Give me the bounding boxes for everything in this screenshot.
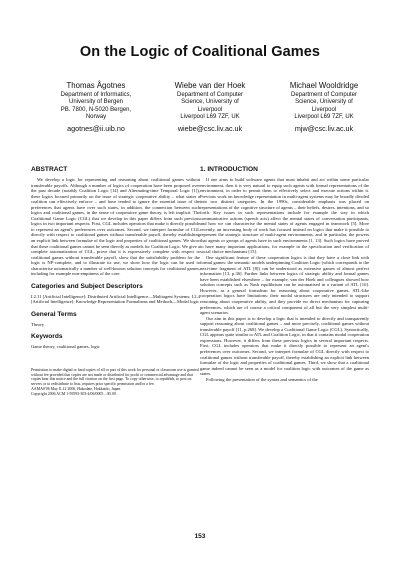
author-name: Thomas Ågotnes	[66, 81, 126, 90]
abstract-text: We develop a logic for representing and reasoning about coalitional games without transferable payoffs. Although a number of logics of cooperation have been proposed over the past decade (notably Coalition Logic [14] and Alternating-time Temporal Logic [1]), these logics focused primarily on the issue of strategic cooperative ability – what states a coalition can effectively enforce – and have tended to ignore the essential issue of the preferences that agents have over such states, in addition, the connection between such logics and coalitional games, in the sense of cooperative game theory, is left implicit. The Coalitional Game Logic (CGL) that we develop in this paper differs from such previous logics in two important respects. First, CGL includes operators that make it directly possible to represent an agent's preferences over outcomes. Second, we interpret formulae of CGL directly with respect to coalitional games without transferable payoff, thereby establishing an explicit link between formulae of the logic and properties of coalitional games. We show that these coalitional games cannot be seen directly as models for Coalition Logic. We give a complete axiomatization of CGL, prove that it is expressively complete with respect to coalitional games without transferable payoff, show that the satisfiability problem for the logic is NP-complete, and to illustrate its use, we show how the logic can be used to characterise axiomatically a number of well-known solution concepts for coalitional games, including for example non-emptiness of the core.	[31, 177, 200, 277]
affiliation-line: Department of Informatics,	[60, 92, 132, 98]
author-email: wiebe@csc.liv.ac.uk	[177, 123, 243, 133]
intro-paragraph: If one aims to build software agents that must inhabit and act within some particular environment, then it is very natural to equip such agents with formal representations of the environment, in order to permit them to effectively select and execute actions within it. Previous work on knowledge representation in multi-agent systems may be broadly divided into two distinct categories. In the 1990s, considerable emphasis was placed on representations of the cognitive structure of agents – their beliefs, desires, intentions, and so forth. Key issues in such representations include for example the way in which communicative actions (speech acts) affect the mental states of conversation participants, and how we can characterise the mental states of agents engaged in teamwork [5]. More recently, an increasing body of work has focused instead on logics that make it possible to represent the strategic structure of multi-agent environments, and in particular, the powers that agents or groups of agents have in such environments [1, 13]. Such logics have proved to have many important applications, for example in the specification and verification of social choice mechanisms [15].	[200, 177, 369, 255]
right-column	[200, 166, 369, 382]
affiliation-line: Science, University of	[181, 99, 239, 106]
page-number: 153	[194, 533, 206, 540]
keywords-text: Game theory, coalitional games, logic	[31, 344, 100, 350]
author-3	[270, 81, 378, 133]
author-2	[156, 81, 264, 133]
author-1	[42, 81, 150, 133]
author-affiliation	[42, 92, 150, 122]
affiliation-line: Liverpool L69 7ZF, UK	[180, 114, 240, 121]
author-name: Michael Wooldridge	[289, 81, 359, 90]
categories-heading: Categories and Subject Descriptors	[31, 282, 143, 290]
copyright-line: Copyright 2006 ACM 1-59593-303-4/06/0005 ...$5.00.	[31, 391, 117, 396]
affiliation-line: Department of Computer	[290, 92, 358, 98]
affiliation-line: Department of Computer	[176, 92, 244, 98]
keywords-heading: Keywords	[31, 333, 63, 341]
paper-title: On the Logic of Coalitional Games	[79, 44, 321, 60]
abstract-heading: ABSTRACT	[31, 166, 68, 173]
intro-paragraph: Following the presentation of the syntax and semantics of the	[206, 376, 318, 382]
author-block	[42, 81, 378, 133]
author-affiliation	[156, 92, 264, 122]
affiliation-line: Norway	[85, 114, 107, 121]
affiliation-line: University of Bergen	[68, 99, 124, 106]
author-email: mjw@csc.liv.ac.uk	[294, 123, 354, 133]
affiliation-line: Liverpool	[197, 106, 223, 113]
affiliation-line: Science, University of	[295, 99, 353, 106]
intro-paragraph: Our aim in this paper is to develop a logic that is intended to directly and transparently support reasoning about coalitional games – and more precisely, coalitional games without transferable payoff [11, p.268]. We develop a Coalitional Game Logic (CGL). Syntactically, CGL appears quite similar to ATL and Coalition Logic, in that it contains modal cooperation expressions. However, it differs from these previous logics in several important respects. First, CGL includes operators that make it directly possible to represent an agent's preferences over outcomes. Second, we interpret formulae of CGL directly with respect to coalitional games without transferable payoff, thereby establishing an explicit link between formulae of the logic and properties of coalitional games. Third, we show that a coalitional game indeed cannot be seen as a model for coalition logic with outcomes of the game as states.	[200, 315, 369, 377]
general-terms-heading: General Terms	[31, 310, 77, 318]
permission-notice: Permission to make digital or hard copies of all or part of this work for personal or classroom use is granted without fee provided that copies are not made or distributed for profit or commercial advantage and that copies bear this notice and the full citation on the first page. To copy otherwise, to republish, to post on servers or to redistribute to lists, requires prior specific permission and/or a fee.	[31, 368, 199, 387]
author-name: Wiebe van der Hoek	[174, 81, 246, 90]
left-column	[31, 166, 200, 396]
conference-line: AAMAS'06 May 8–12 2006, Hakodate, Hokkaido, Japan.	[31, 386, 122, 391]
author-affiliation	[270, 92, 378, 122]
affiliation-line: PB. 7800, N-5020 Bergen,	[60, 106, 132, 113]
categories-text: I.2.11 [Artificial Intelligence]: Distributed Artificial Intelligence—Multiagent Systems; I.2.4 [Artificial Intelligence]: Knowledge Representation Formalisms and Methods—Modal logic	[31, 293, 200, 305]
introduction-heading: 1. INTRODUCTION	[200, 166, 258, 173]
affiliation-line: Liverpool L69 7ZF, UK	[294, 114, 354, 121]
intro-paragraph: One significant feature of these cooperation logics is that they have a close link with formal games: the semantic models underpinning Coalition Logic (which corresponds to the next-time fragment of ATL [8]) can be understood as extensive games of almost perfect information [13, p.36]. Further links between logics of strategic ability and formal games have been established elsewhere – for example, van der Hoek and colleagues showed how solution concepts such as Nash equilibrium can be axiomatised in a variant of ATL [16]. However, as a general formalism for reasoning about cooperative games, ATL-like cooperation logics have limitations: their modal structures are only intended to support reasoning about cooperative ability, and they provide no direct mechanism for capturing preferences, which are of course a critical component of all but the very simplest multi-agent scenarios.	[200, 254, 369, 316]
general-terms-text: Theory	[31, 321, 45, 327]
affiliation-line: Liverpool	[311, 106, 337, 113]
author-email: agotnes@ii.uib.no	[67, 123, 125, 133]
